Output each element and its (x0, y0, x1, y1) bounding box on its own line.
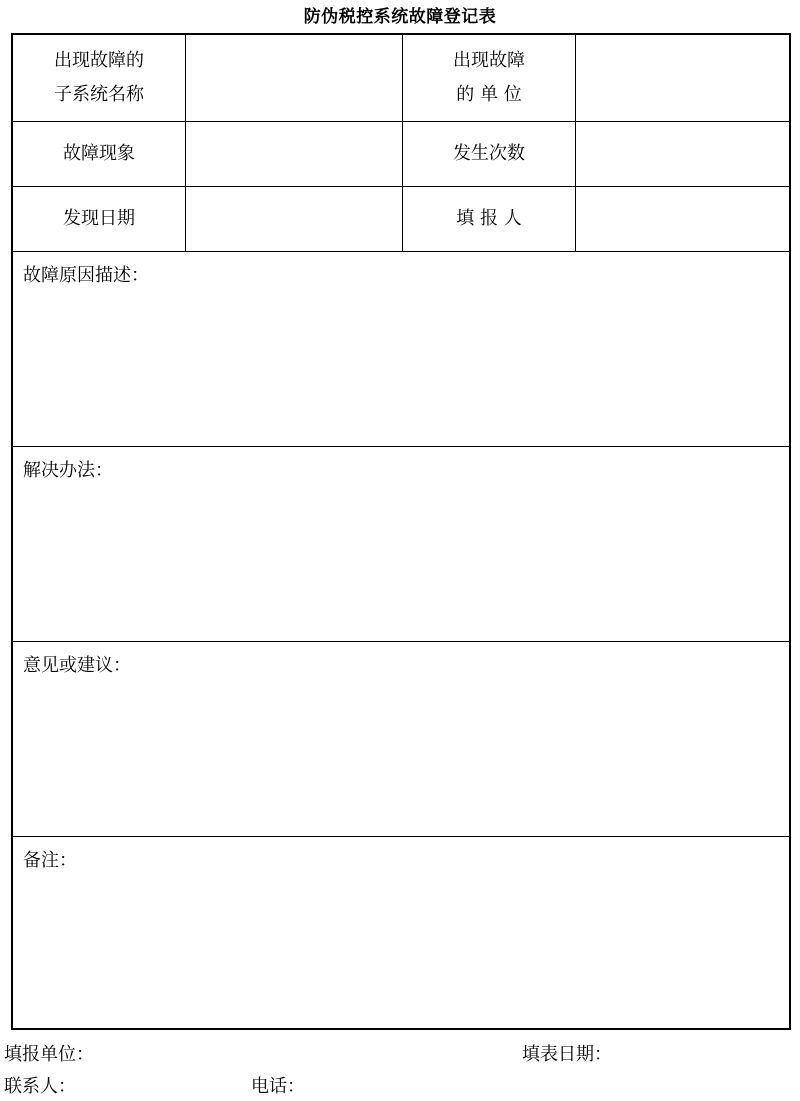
occurrence-count-label: 发生次数 (453, 143, 525, 164)
contact-person-label: 联系人： (4, 1076, 76, 1097)
reporting-unit-label: 填报单位： (4, 1044, 94, 1065)
discovery-date-label: 发现日期 (63, 208, 135, 229)
fault-cause-label: 故障原因描述： (23, 265, 149, 286)
solution-label: 解决办法： (23, 460, 113, 481)
form-title: 防伪税控系统故障登记表 (303, 7, 497, 27)
suggestions-label: 意见或建议： (23, 655, 131, 676)
discovery-date-field[interactable] (186, 187, 402, 251)
row-divider (13, 836, 789, 837)
subsystem-name-label: 出现故障的 子系统名称 (54, 50, 144, 105)
phone-label: 电话： (251, 1076, 305, 1097)
fault-register-form (11, 33, 791, 1030)
occurrence-count-field[interactable] (576, 122, 789, 186)
reporter-label: 填 报 人 (456, 208, 522, 229)
remarks-label: 备注： (23, 850, 77, 871)
row-divider (13, 251, 789, 252)
subsystem-name-field[interactable] (186, 35, 402, 121)
reporter-field[interactable] (576, 187, 789, 251)
fault-symptom-label: 故障现象 (63, 143, 135, 164)
fault-unit-label: 出现故障 的 单 位 (453, 50, 525, 105)
fault-unit-field[interactable] (576, 35, 789, 121)
row-divider (13, 446, 789, 447)
fill-date-label: 填表日期： (522, 1044, 612, 1065)
fault-symptom-field[interactable] (186, 122, 402, 186)
row-divider (13, 641, 789, 642)
